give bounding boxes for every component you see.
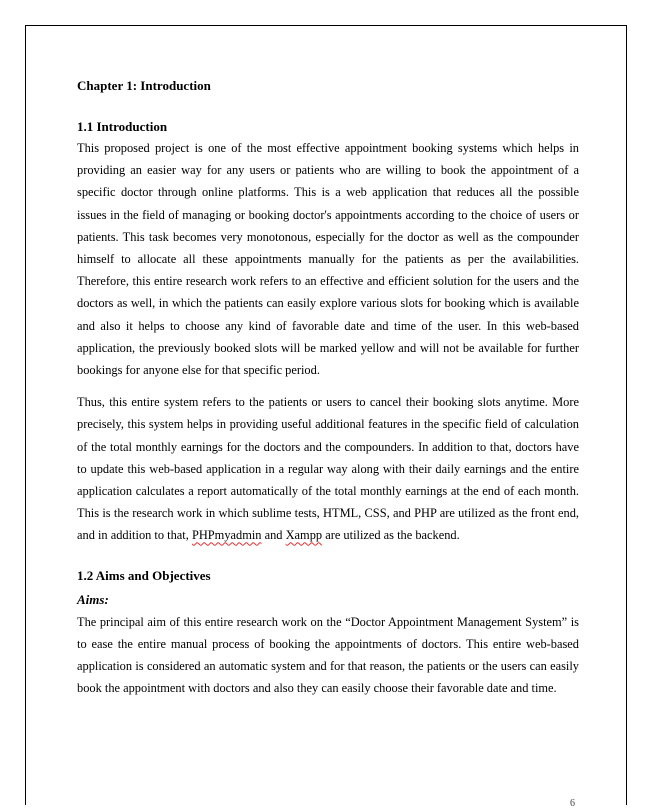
page-number: 6	[570, 798, 575, 809]
page-content	[77, 77, 579, 699]
chapter-title: Chapter 1: Introduction	[77, 78, 211, 93]
paragraph-intro-2-end: are utilized as the backend.	[325, 528, 460, 543]
paragraph-intro-2-text: Thus, this entire system refers to the patients or users to cancel their booking slots anytime. More precisely, this system helps in providing useful additional features in the specific field of calculation of the total monthly earnings for the doctors and the compounders. In addition to that, doctors have to update this web-based application in a regular way along with their daily earnings and the entire application calculates a report automatically of the total monthly earnings at the end of each month. This is the research work in which sublime tests, HTML, CSS, and PHP are utilized as the front end, and in addition to that,	[77, 395, 579, 543]
paragraph-intro-1: This proposed project is one of the most effective appointment booking systems which helps in providing an easier way for any users or patients who are willing to book the appointment of a specific doctor through online platforms. This is a web application that reduces all the possible issues in the field of managing or booking doctor's appointments according to the choice of users or patients. This task becomes very monotonous, especially for the doctor as well as the compounder himself to allocate all these appointments manually for the patients as per the availabilities. Therefore, this entire research work refers to an effective and efficient solution for the users and the doctors as well, in which the patients can easily explore various slots for booking which is available and also it helps to choose any kind of favorable date and time of the user. In this web-based application, the previously booked slots will be marked yellow and will not be available for further bookings for anyone else for that specific period.	[77, 141, 579, 378]
document-page	[25, 25, 627, 809]
paragraph-aims-1: The principal aim of this entire research work on the “Doctor Appointment Management System” is to ease the entire manual process of booking the appointments of doctors. This entire web-based application is considered an automatic system and for that reason, the patients or the users can easily book the appointment with doctors and also they can easily choose their favorable date and time.	[77, 614, 579, 696]
misspelled-word-phpmyadmin: PHPmyadmin	[191, 528, 262, 543]
section-heading-introduction: 1.1 Introduction	[77, 119, 168, 134]
misspelled-word-xampp: Xampp	[285, 528, 323, 543]
section-heading-aims-objectives: 1.2 Aims and Objectives	[77, 567, 211, 583]
paragraph-intro-2	[77, 391, 579, 546]
subheading-aims: Aims:	[77, 591, 109, 607]
paragraph-intro-2-and: and	[264, 528, 283, 543]
